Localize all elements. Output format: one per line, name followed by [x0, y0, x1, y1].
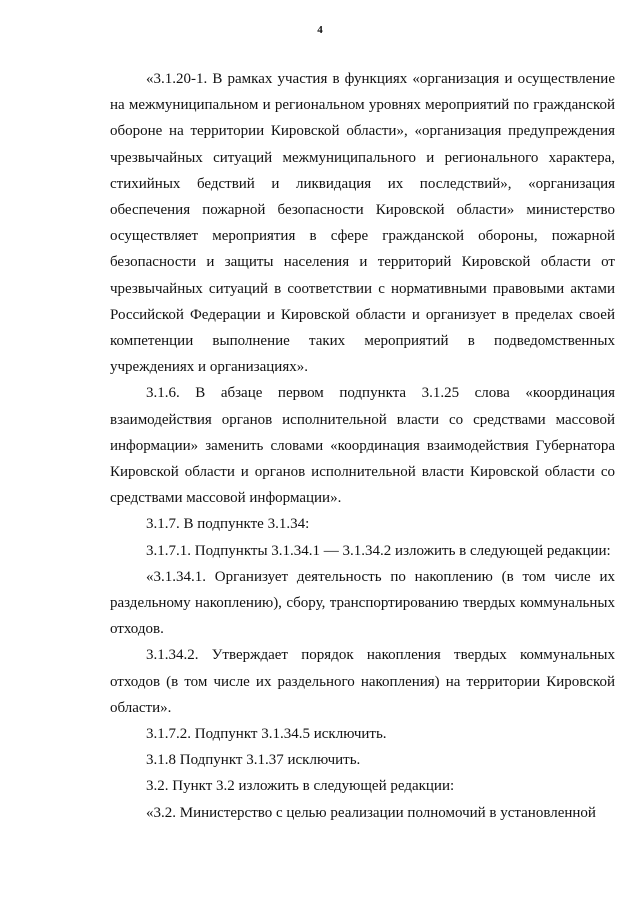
paragraph-3-1-20-1: «3.1.20-1. В рамках участия в функциях «организация и осуществление на межмуниципальном и региональном уровнях мероприятий по гражданской обороне на территории Кировской области», «организация предупреждения чрезвычайных ситуаций межмуниципального и регионального характера, стихийных бедствий и ликвидация их последствий», «организация обеспечения пожарной безопасности Кировской области» министерство осуществляет мероприятия в сфере гражданской обороны, пожарной безопасности и защиты населения и территорий Кировской области от чрезвычайных ситуаций в соответствии с нормативными правовыми актами Российской Федерации и Кировской области и организует в пределах своей компетенции выполнение таких мероприятий в подведомственных учреждениях и организациях». — [110, 71, 615, 376]
paragraph-3-2-quote: «3.2. Министерство с целью реализации полномочий в установленной — [146, 804, 596, 821]
paragraph-3-2: 3.2. Пункт 3.2 изложить в следующей редакции: — [146, 778, 455, 795]
paragraph-3-1-7: 3.1.7. В подпункте 3.1.34: — [146, 516, 310, 533]
paragraph-3-1-34-2: 3.1.34.2. Утверждает порядок накопления твердых коммунальных отходов (в том числе их раздельного накопления) на территории Кировской области». — [110, 647, 615, 716]
paragraph-3-1-6: 3.1.6. В абзаце первом подпункта 3.1.25 слова «координация взаимодействия органов исполнительной власти со средствами массовой информации» заменить словами «координация взаимодействия Губернатора Кировской области и органов исполнительной власти Кировской области со средствами массовой информации». — [110, 385, 615, 507]
document-body — [110, 66, 615, 826]
paragraph-3-1-8: 3.1.8 Подпункт 3.1.37 исключить. — [146, 752, 361, 769]
paragraph-3-1-34-1: «3.1.34.1. Организует деятельность по накоплению (в том числе их раздельному накоплению), сбору, транспортированию твердых коммунальных отходов. — [110, 568, 615, 638]
paragraph-3-1-7-2: 3.1.7.2. Подпункт 3.1.34.5 исключить. — [146, 726, 387, 743]
paragraph-3-1-7-1: 3.1.7.1. Подпункты 3.1.34.1 — 3.1.34.2 изложить в следующей редакции: — [146, 542, 611, 559]
page-number: 4 — [317, 24, 323, 36]
